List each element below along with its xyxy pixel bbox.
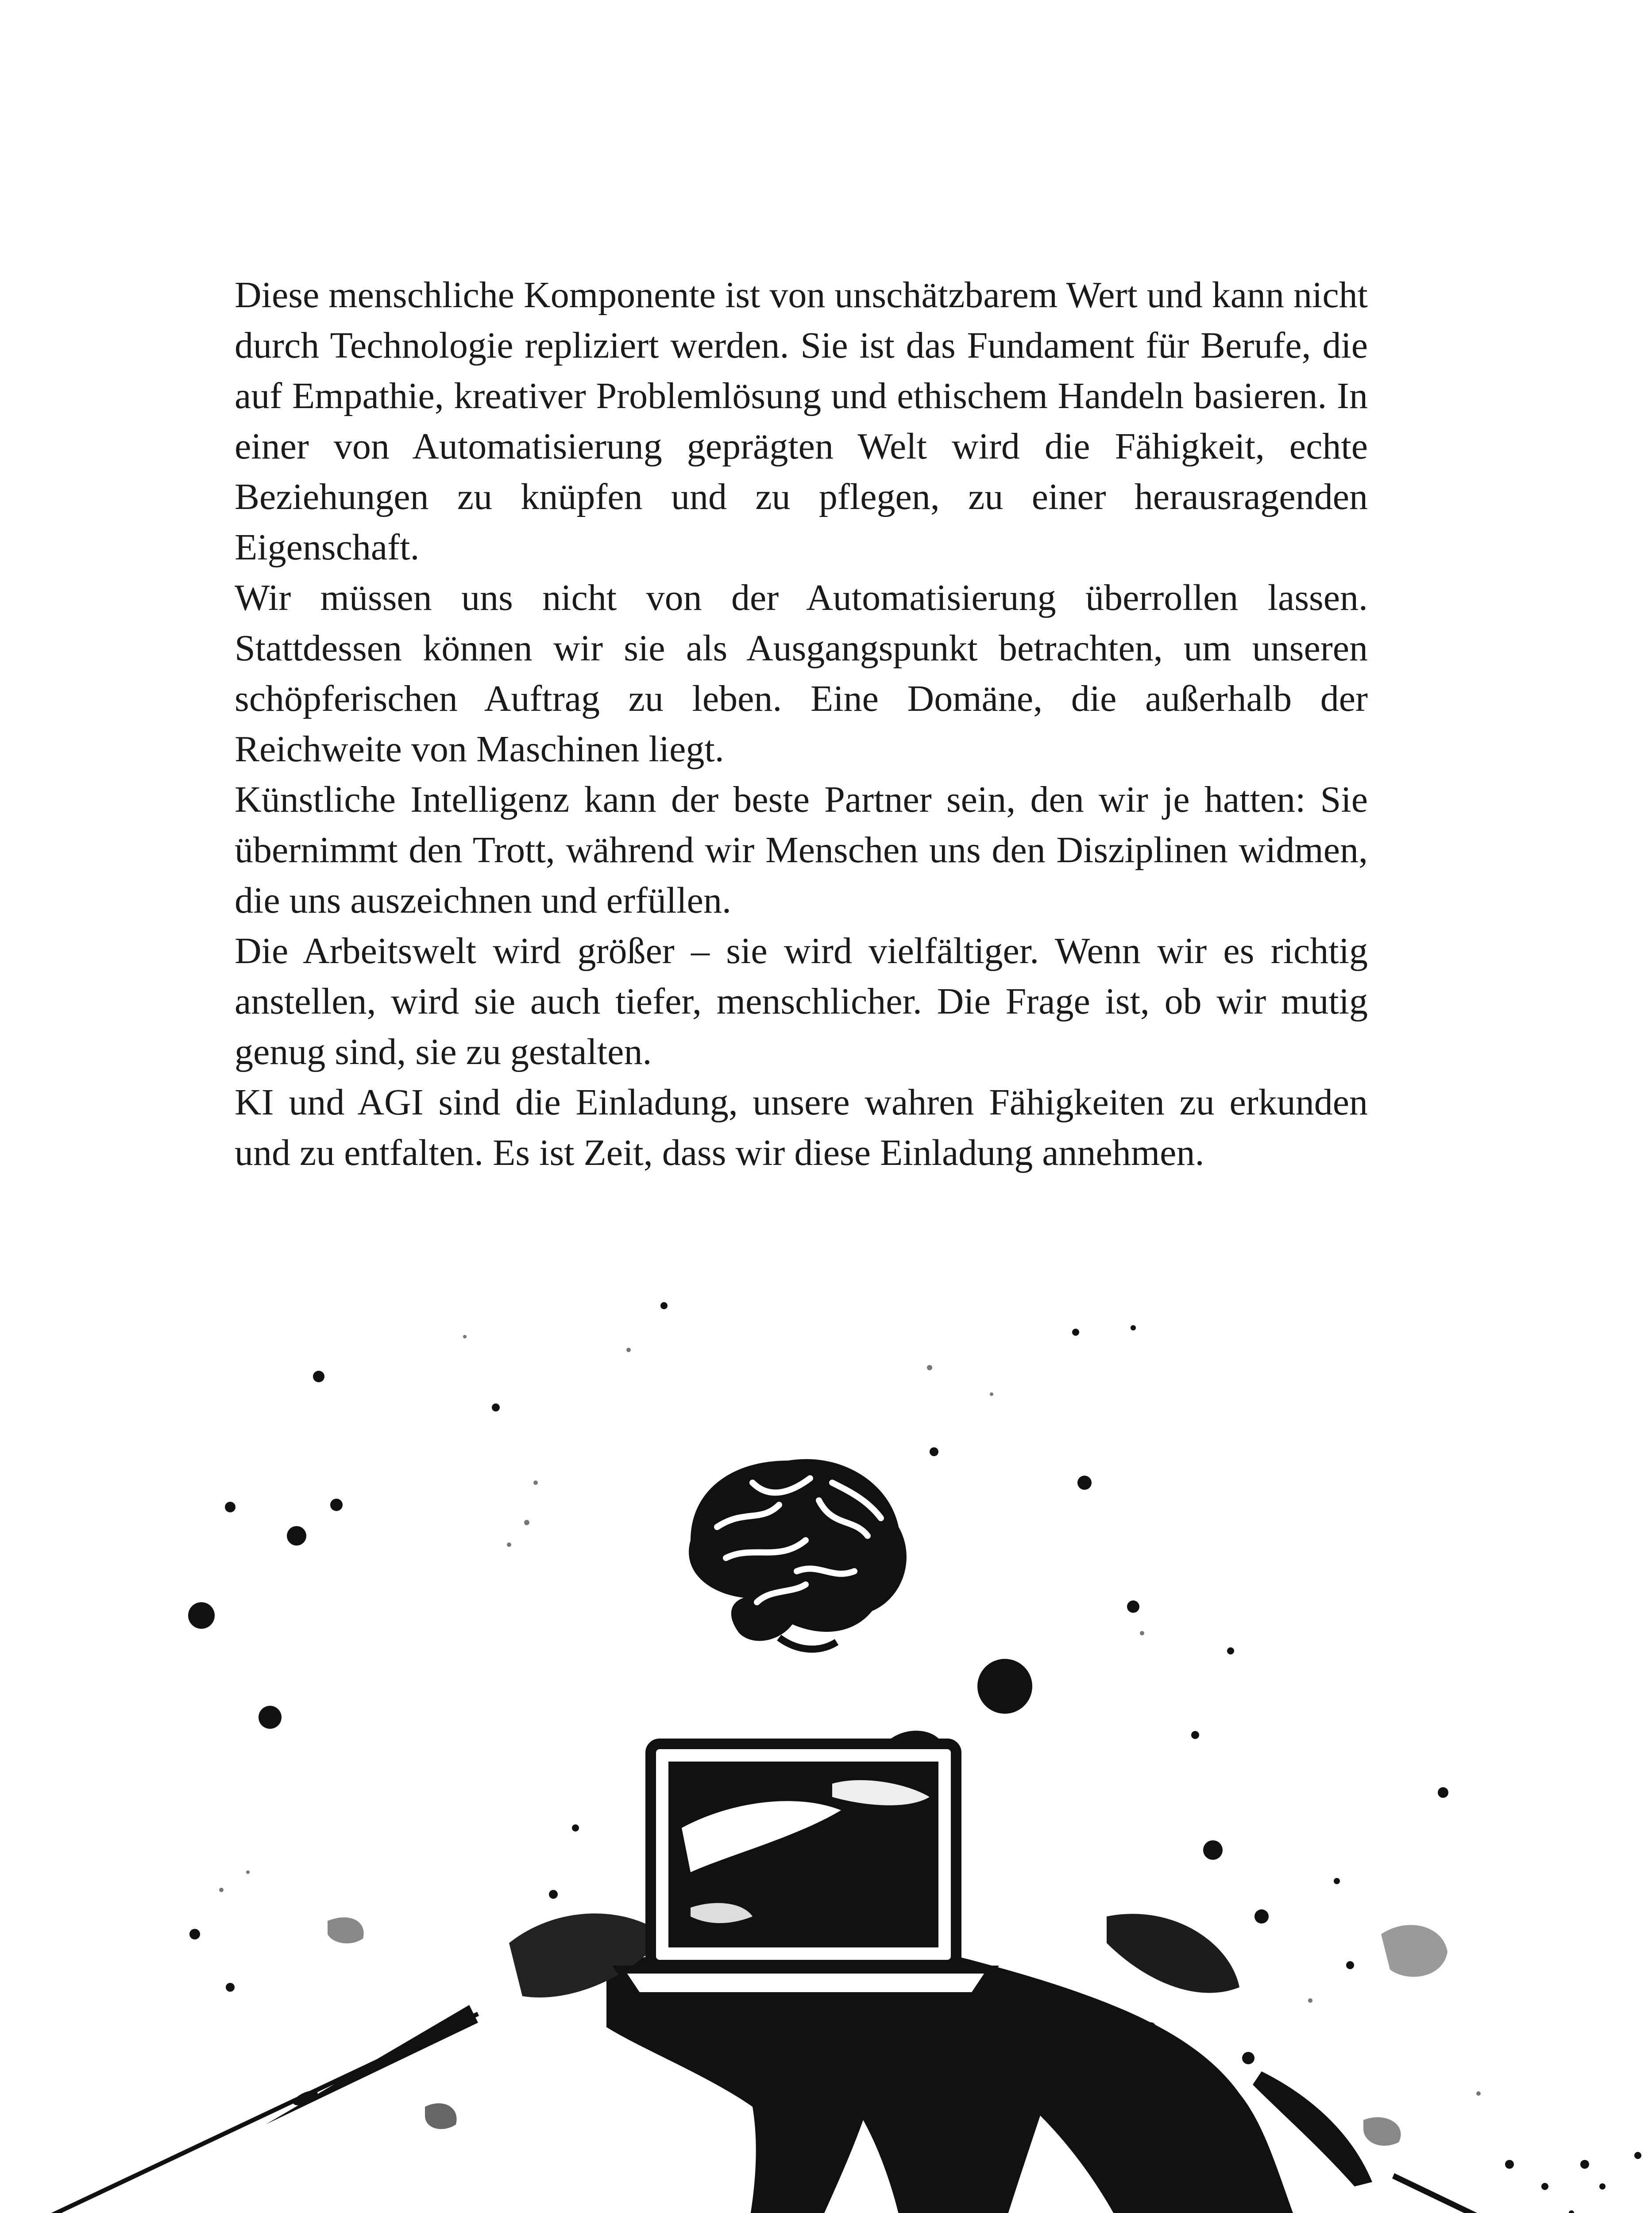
- paragraph-4: Die Arbeitswelt wird größer – sie wird vielfältiger. Wenn wir es richtig anstellen, wird sie auch tiefer, menschlicher. Die Frage ist, ob wir mutig genug sind, sie zu gestalten.: [235, 930, 1368, 1072]
- paragraph-1: Diese menschliche Komponente ist von unschätzbarem Wert und kann nicht durch Technologie repliziert werden. Sie ist das Fundament für Berufe, die auf Empathie, kreativer Problemlösung und ethischem Handeln basieren. In einer von Automatisierung geprägten Welt wird die Fähigkeit, echte Beziehungen zu knüpfen und zu pflegen, zu einer herausragenden Eigenschaft.: [235, 274, 1368, 568]
- ink-splash-illustration: [0, 1253, 1652, 2213]
- paragraph-5: KI und AGI sind die Einladung, unsere wahren Fähigkeiten zu erkunden und zu entfalten. Es ist Zeit, dass wir diese Einladung annehmen.: [235, 1082, 1368, 1173]
- paragraph-3: Künstliche Intelligenz kann der beste Partner sein, den wir je hatten: Sie übernimmt den Trott, während wir Menschen uns den Disziplinen widmen, die uns auszeichnen und erfüllen.: [235, 779, 1368, 921]
- paragraph-2: Wir müssen uns nicht von der Automatisierung überrollen lassen. Stattdessen können wir sie als Ausgangspunkt betrachten, um unseren schöpferischen Auftrag zu leben. Eine Domäne, die außerhalb der Reichweite von Maschinen liegt.: [235, 577, 1368, 770]
- laptop: [620, 1731, 992, 1996]
- brain-icon: [689, 1459, 907, 1649]
- body-text: [235, 270, 1368, 1178]
- diagonal-stroke: [0, 2005, 478, 2213]
